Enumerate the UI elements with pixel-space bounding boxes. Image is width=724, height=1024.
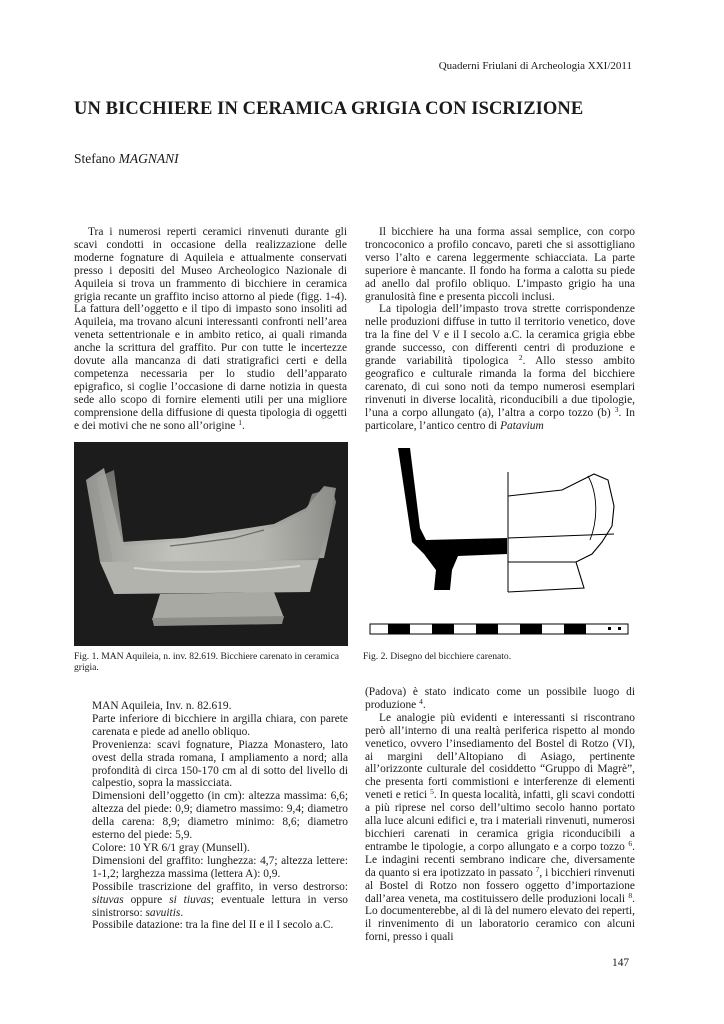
author-line	[74, 151, 179, 167]
beaker-drawing-image	[362, 442, 634, 646]
catalog-line: Parte inferiore di bicchiere in argilla chiara, con parete carenata e piede ad anello obliquo.	[92, 712, 348, 738]
article-title: UN BICCHIERE IN CERAMICA GRIGIA CON ISCRIZIONE	[74, 99, 584, 119]
text-run: ; eventuale lettura in verso sinistrorso:	[92, 893, 348, 919]
punct: .	[241, 419, 245, 432]
author-last-name: MAGNANI	[118, 151, 179, 166]
typology-paragraph	[365, 303, 635, 432]
continuation-paragraph	[365, 686, 635, 712]
text-run: . Lo documenterebbe, al di là del numero elevato dei reperti, il rinvenimento di un laboratorio ceramico con alcuni forni, presso i quali	[365, 892, 635, 944]
punct: .	[422, 698, 426, 711]
beaker-photo-image	[74, 442, 348, 646]
text-run: Possibile trascrizione del graffito, in verso destrorso:	[92, 880, 348, 893]
text-run: oppure	[130, 893, 163, 906]
running-head: Quaderni Friulani di Archeologia XXI/2011	[438, 60, 632, 72]
text-run: La tipologia dell’impasto trova strette corrispondenze nelle produzioni diffuse in tutto il territorio venetico, dove tra la fine del V e il I secolo a.C. la ceramica grigia ebbe grande successo, con differenti centri di produzione e grande variabilità tipologica	[365, 303, 635, 368]
text-run: (Padova) è stato indicato come un possibile luogo di produzione	[365, 686, 635, 711]
description-paragraph: Il bicchiere ha una forma assai semplice, con corpo troncoconico a profilo concavo, pareti che si assottigliano verso l’alto e carena leggermente schiacciata. La parte superiore è mancante. Il fondo ha forma a calotta su piede ad anello dal profilo obliquo. L’impasto grigio ha una granulosità fine e presenta piccoli inclusi.	[365, 226, 635, 303]
figure-2-drawing	[362, 442, 634, 646]
text-run: Le analogie più evidenti e interessanti si riscontrano però all’interno di una realtà periferica rispetto al mondo venetico, ovvero l’insediamento del Bostel di Rotzo (VI), ai margini dell’Altopiano di Asiago, pertinente all’orizzonte culturale del cosiddetto “Gruppo di Magrè”, che presenta forti commistioni e interferenze di elementi veneti e retici	[365, 711, 635, 802]
catalog-line: Provenienza: scavi fognature, Piazza Monastero, lato ovest della strada romana, I ampliamento a nord; alla profondità di circa 150-170 cm al di sotto del livello di calpestio, sopra la massicciata.	[92, 738, 348, 790]
text-run: . Le indagini recenti sembrano indicare che, diversamente da quanto si era ipotizzato in passato	[365, 840, 635, 879]
punct: .	[180, 906, 184, 919]
intro-paragraph	[74, 226, 347, 433]
italic-reading: savuitis	[145, 906, 181, 919]
text-run: . In particolare, l’antico centro di	[365, 406, 636, 432]
page-number: 147	[612, 957, 630, 969]
catalog-entry	[92, 700, 348, 932]
footnote-ref: 8	[628, 890, 633, 900]
catalog-line: Colore: 10 YR 6/1 gray (Munsell).	[92, 841, 250, 854]
text-run: , i bicchieri rinvenuti al Bostel di Rotzo non fossero oggetto d’importazione dall’area veneta, ma costituissero delle produzioni locali	[365, 866, 635, 905]
footnote-ref: 1	[238, 417, 242, 427]
text-run: . Allo stesso ambito geografico e culturale rimanda la forma del bicchiere carenato, di cui sono noti da tempo numerosi esemplari rinvenuti in diverse località, riconducibili a due tipologie, l’una a corpo allungato (a), l’altra a corpo tozzo (b)	[365, 355, 635, 419]
lower-right-column	[365, 686, 635, 944]
catalog-line: Possibile datazione: tra la fine del II e il I secolo a.C.	[92, 919, 334, 932]
figure-1-photo	[74, 442, 348, 646]
author-first-name: Stefano	[74, 151, 116, 166]
catalog-line: Dimensioni dell’oggetto (in cm): altezza massima: 6,6; altezza del piede: 0,9; diametro massimo: 9,4; diametro della carena: 8,9; diametro minimo: 8,6; diametro esterno del piede: 5,9.	[92, 790, 348, 842]
footnote-ref: 3	[614, 404, 619, 414]
footnote-ref: 2	[518, 353, 523, 363]
footnote-ref: 5	[430, 787, 434, 797]
intro-text: Tra i numerosi reperti ceramici rinvenuti durante gli scavi condotti in occasione della realizzazione delle moderne fognature di Aquileia e attualmente conservati presso i depositi del Museo Archeologico Nazionale di Aquileia si trova un frammento di bicchiere in ceramica grigia recante un graffito inciso attorno al piede (figg. 1-4). La fattura dell’oggetto e il tipo di impasto sono insoliti ad Aquileia, ma trovano alcuni interessanti confronti nell’area veneta settentrionale e in ambito retico, ai quali rimanda anche la scrittura del graffito. Pur con tutte le incertezze dovute alla mancanza di dati stratigrafici certi e della competenza necessaria per lo studio dell’apparato epigrafico, si coglie l’occasione di darne notizia in questa sede allo scopo di fornire elementi utili per una migliore comprensione della diffusione di questa tipologia di oggetti e dei motivi che ne sono all’origine	[74, 226, 347, 432]
catalog-line: Dimensioni del graffito: lunghezza: 4,7; altezza lettere: 1-1,2; larghezza massima (lettera A): 0,9.	[92, 854, 348, 880]
footnote-ref: 4	[419, 696, 423, 706]
catalog-line: MAN Aquileia, Inv. n. 82.619.	[92, 700, 232, 712]
footnote-ref: 6	[628, 838, 633, 848]
analogies-paragraph	[365, 712, 635, 944]
figure-1-caption: Fig. 1. MAN Aquileia, n. inv. 82.619. Bicchiere carenato in ceramica grigia.	[74, 651, 339, 673]
catalog-transliteration	[92, 881, 348, 920]
italic-place-name: Patavium	[500, 419, 544, 432]
text-run: . In questa località, infatti, gli scavi condotti a più riprese nel corso dell’ultimo secolo hanno portato alla luce alcuni edifici e, tra i materiali rinvenuti, numerosi bicchieri carenati in ceramica grigia riconducibili a entrambe le tipologie, a corpo allungato e a corpo tozzo	[365, 789, 635, 853]
intro-left-column	[74, 226, 347, 433]
italic-reading: si tiuvas	[169, 893, 211, 906]
italic-reading: situvas	[92, 893, 124, 906]
footnote-ref: 7	[535, 864, 540, 874]
figure-2-caption: Fig. 2. Disegno del bicchiere carenato.	[363, 651, 512, 662]
intro-right-column	[365, 226, 635, 433]
